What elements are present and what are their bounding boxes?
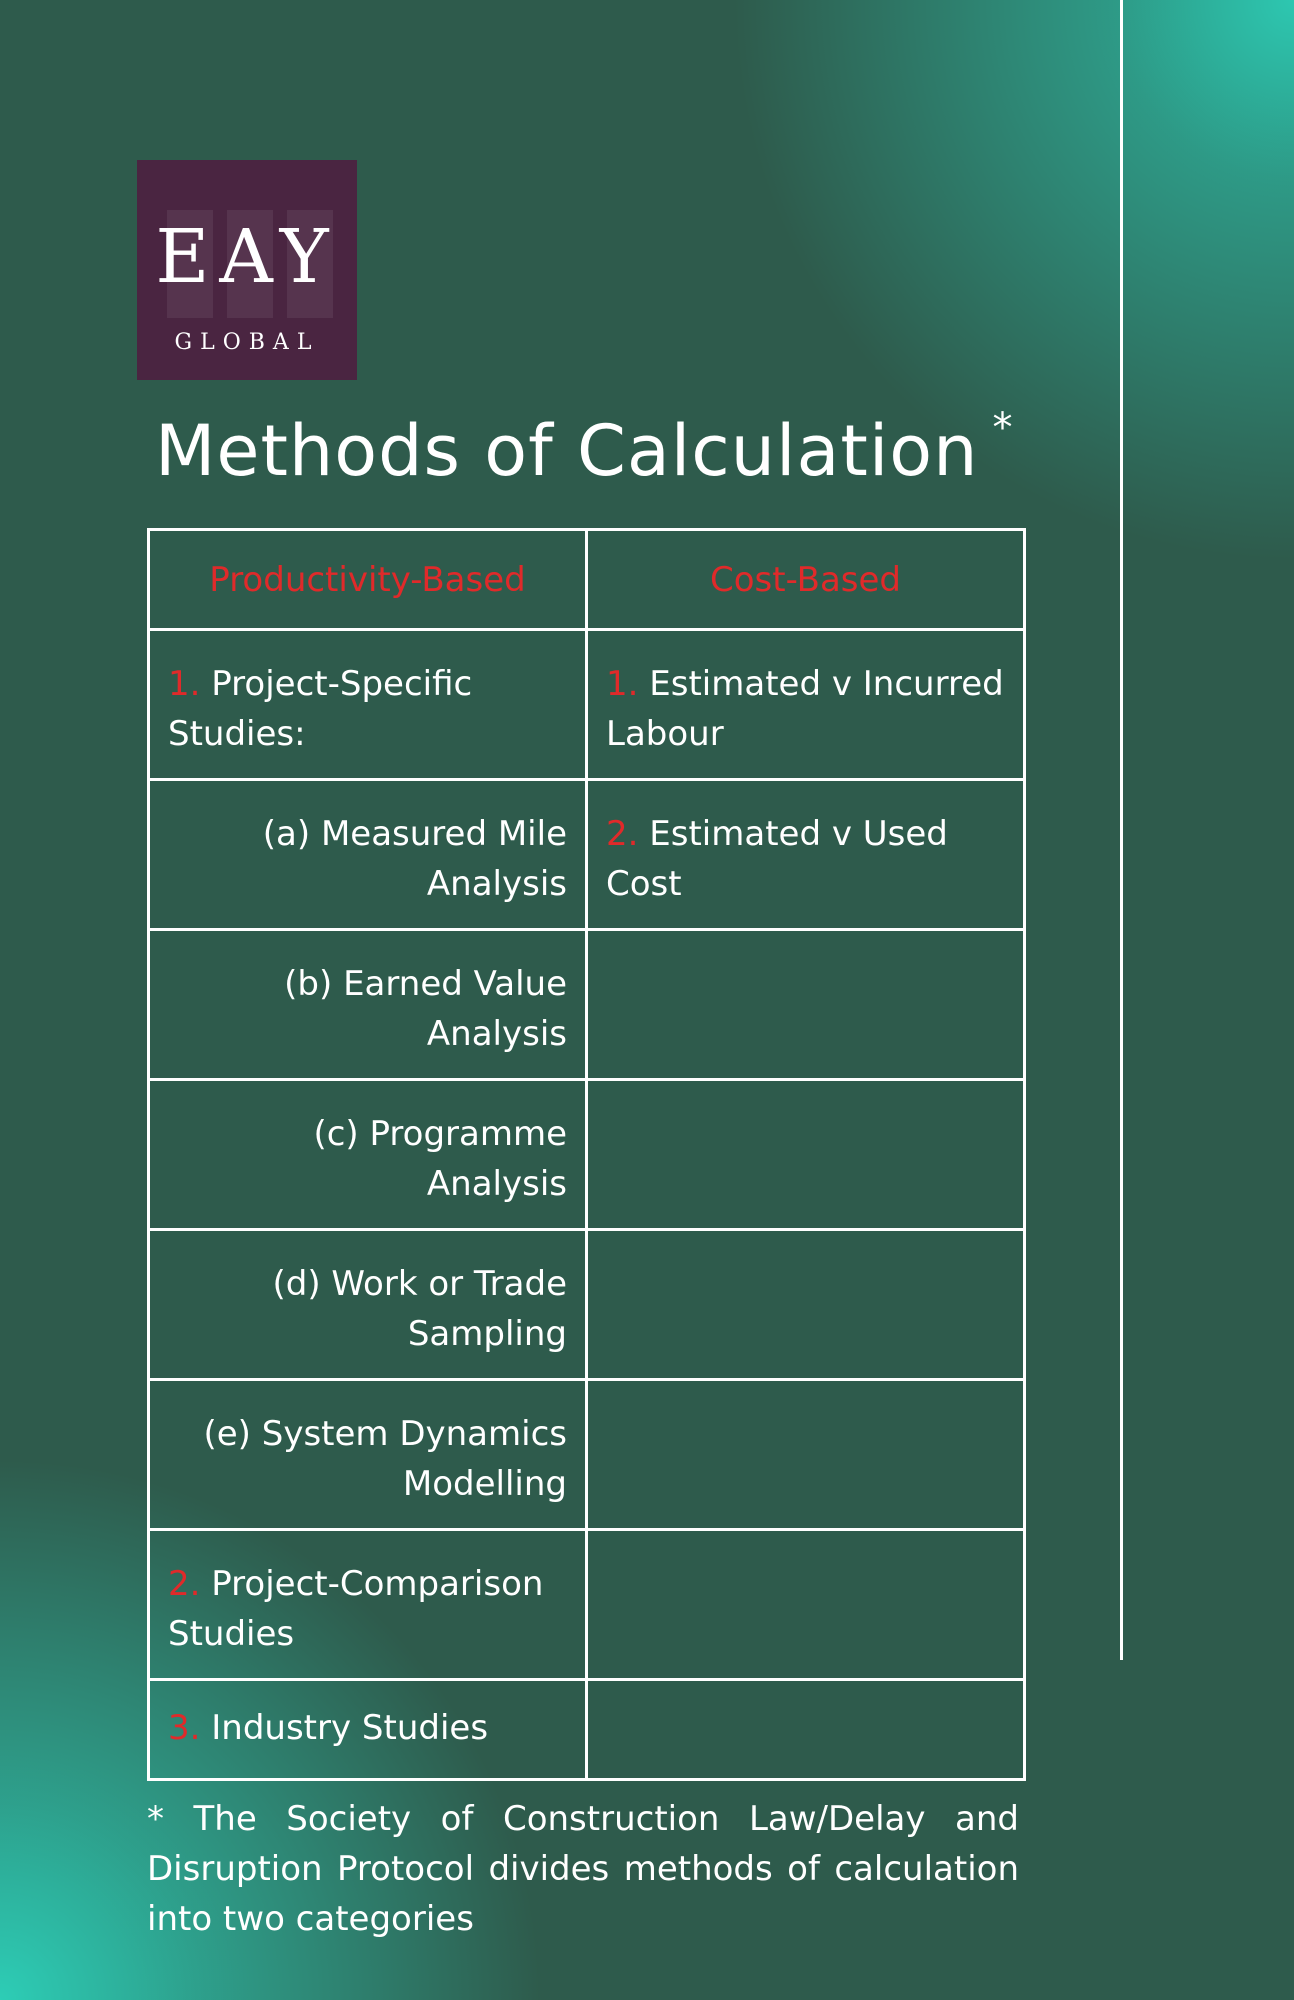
item-text: Industry Studies: [200, 1708, 489, 1748]
table-cell-right-empty: [587, 1080, 1025, 1230]
vertical-divider-line: [1120, 0, 1123, 1660]
item-number: 1.: [168, 664, 201, 704]
table-row: [149, 1080, 1025, 1230]
table-cell-left: [149, 780, 587, 930]
item-text: (e) System Dynamics Modelling: [203, 1414, 567, 1504]
table-row: [149, 930, 1025, 1080]
table-cell-right-empty: [587, 1230, 1025, 1380]
table-header-row: [149, 530, 1025, 630]
table-cell-left: [149, 1680, 587, 1780]
header-productivity-based: Productivity-Based: [149, 530, 587, 630]
table-row: [149, 1680, 1025, 1780]
item-text: (d) Work or Trade Sampling: [272, 1264, 567, 1354]
item-text: Estimated v Used Cost: [606, 814, 948, 904]
item-text: Estimated v Incurred Labour: [606, 664, 1004, 754]
methods-table: [147, 528, 1026, 1781]
table-cell-right: [587, 630, 1025, 780]
table-cell-right-empty: [587, 1680, 1025, 1780]
item-text: Project-Specific Studies:: [168, 664, 473, 754]
table-cell-right-empty: [587, 930, 1025, 1080]
table-cell-right-empty: [587, 1530, 1025, 1680]
table-cell-left: [149, 1530, 587, 1680]
item-text: (c) Programme Analysis: [313, 1114, 567, 1204]
table-cell-right-empty: [587, 1380, 1025, 1530]
item-text: (a) Measured Mile Analysis: [262, 814, 567, 904]
page-title-text: Methods of Calculation: [155, 410, 979, 492]
table-cell-right: [587, 780, 1025, 930]
item-number: 2.: [606, 814, 639, 854]
table-cell-left: [149, 1080, 587, 1230]
table-row: [149, 780, 1025, 930]
title-asterisk: *: [992, 405, 1014, 451]
table-row: [149, 630, 1025, 780]
table-row: [149, 1230, 1025, 1380]
table-cell-left: [149, 1230, 587, 1380]
item-number: 3.: [168, 1708, 201, 1748]
logo-mark: EAY: [155, 214, 339, 300]
item-number: 2.: [168, 1564, 201, 1604]
table-cell-left: [149, 930, 587, 1080]
table-row: [149, 1530, 1025, 1680]
eay-global-logo: [137, 160, 357, 380]
footnote: * The Society of Construction Law/Delay and Disruption Protocol divides methods of calculation into two categories: [147, 1799, 1019, 1939]
item-text: (b) Earned Value Analysis: [284, 964, 567, 1054]
item-text: Project-Comparison Studies: [168, 1564, 544, 1654]
table-cell-left: [149, 1380, 587, 1530]
table-row: [149, 1380, 1025, 1530]
item-number: 1.: [606, 664, 639, 704]
logo-subtitle: GLOBAL: [174, 330, 320, 355]
table-cell-left: [149, 630, 587, 780]
page-title: [155, 405, 1014, 492]
header-cost-based: Cost-Based: [587, 530, 1025, 630]
